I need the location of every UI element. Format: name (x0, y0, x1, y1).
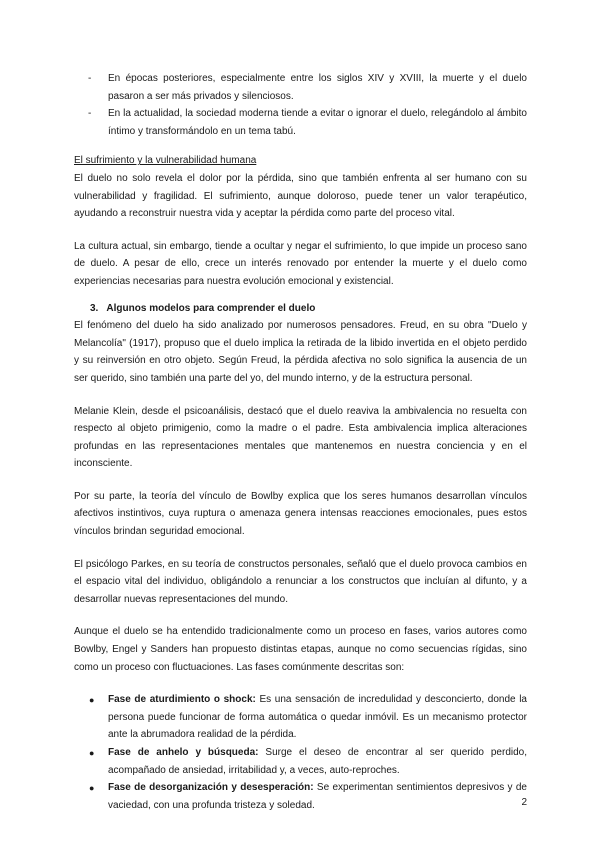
list-item (74, 105, 527, 140)
paragraph: La cultura actual, sin embargo, tiende a ocultar y negar el sufrimiento, lo que impide un proceso sano de duelo. A pesar de ello, crece un interés renovado por entender la muerte y el duelo como experiencias necesarias para nuestra evolución emocional y existencial. (74, 240, 527, 287)
list-item (74, 779, 527, 814)
section-number: 3. (90, 302, 99, 314)
paragraph: El psicólogo Parkes, en su teoría de constructos personales, señaló que el duelo provoca cambios en el espacio vital del individuo, obligándolo a renunciar a los constructos que incluían al difunto, y a desarrollar nuevas representaciones del mundo. (74, 558, 527, 605)
page-content (74, 70, 527, 814)
phase-description: Surge el deseo de encontrar al ser querido perdido, acompañado de ansiedad, irritabilidad y, a veces, auto-reproches. (108, 747, 527, 776)
list-item-text: En épocas posteriores, especialmente entre los siglos XIV y XVIII, la muerte y el duelo pasaron a ser más privados y silenciosos. (108, 73, 527, 102)
phase-description: Es una sensación de incredulidad y desconcierto, donde la persona puede funcionar de forma automática o quedar inmóvil. Es un mecanismo protector ante la abrumadora realidad de la pérdida. (108, 694, 527, 741)
list-item (74, 691, 527, 744)
dash-marker: - (88, 73, 92, 84)
list-item (74, 70, 527, 105)
phases-list (74, 691, 527, 814)
section-title: El sufrimiento y la vulnerabilidad humana (74, 155, 257, 167)
paragraph: Aunque el duelo se ha entendido tradicionalmente como un proceso en fases, varios autores como Bowlby, Engel y Sanders han propuesto distintas etapas, aunque no como secuencias rígidas, sino como un proceso con fluctuaciones. Las fases comúnmente descritas son: (74, 626, 527, 673)
list-item-text: En la actualidad, la sociedad moderna tiende a evitar o ignorar el duelo, relegándolo al ámbito íntimo y transformándolo en un tema tabú. (108, 108, 527, 137)
bullet-icon: ● (89, 748, 95, 758)
paragraph: Por su parte, la teoría del vínculo de Bowlby explica que los seres humanos desarrollan vínculos afectivos instintivos, cuya ruptura o amenaza genera intensas reacciones emocionales, pues estos vínculos brindan seguridad emocional. (74, 490, 527, 538)
phase-description: Se experimentan sentimientos depresivos y de vaciedad, con una profunda tristeza y soledad. (108, 782, 527, 811)
paragraph: Melanie Klein, desde el psicoanálisis, destacó que el duelo reaviva la ambivalencia no resuelta con respecto al objeto primigenio, como la madre o el padre. Esta ambivalencia implica alteraciones profundas en las representaciones mentales que mantenemos en nuestra conciencia y en el inconsciente. (74, 405, 527, 470)
page-number: 2 (521, 797, 527, 808)
paragraph: El duelo no solo revela el dolor por la pérdida, sino que también enfrenta al ser humano con su vulnerabilidad y fragilidad. El sufrimiento, aunque doloroso, puede tener un valor terapéutico, ayudando a reconstruir nuestra vida y aceptar la pérdida como parte del proceso vital. (74, 172, 527, 220)
list-item (74, 744, 527, 779)
dash-marker: - (88, 108, 92, 120)
bullet-icon: ● (89, 695, 95, 706)
section-heading-text: Algunos modelos para comprender el duelo (106, 302, 316, 314)
phase-name: Fase de anhelo y búsqueda: (108, 747, 259, 758)
bullet-icon: ● (89, 783, 95, 794)
section-heading (74, 300, 527, 318)
phase-name: Fase de desorganización y desesperación: (108, 782, 314, 794)
dash-list (74, 70, 527, 140)
phase-name: Fase de aturdimiento o shock: (108, 694, 256, 706)
paragraph: El fenómeno del duelo ha sido analizado por numerosos pensadores. Freud, en su obra "Duelo y Melancolía" (1917), propuso que el duelo implica la retirada de la libido invertida en el objeto perdido y su reinversión en otro objeto. Según Freud, la pérdida afectiva no solo significa la ausencia de un ser querido, sino también una parte del yo, del mundo interno, y de la estructura personal. (74, 320, 527, 384)
